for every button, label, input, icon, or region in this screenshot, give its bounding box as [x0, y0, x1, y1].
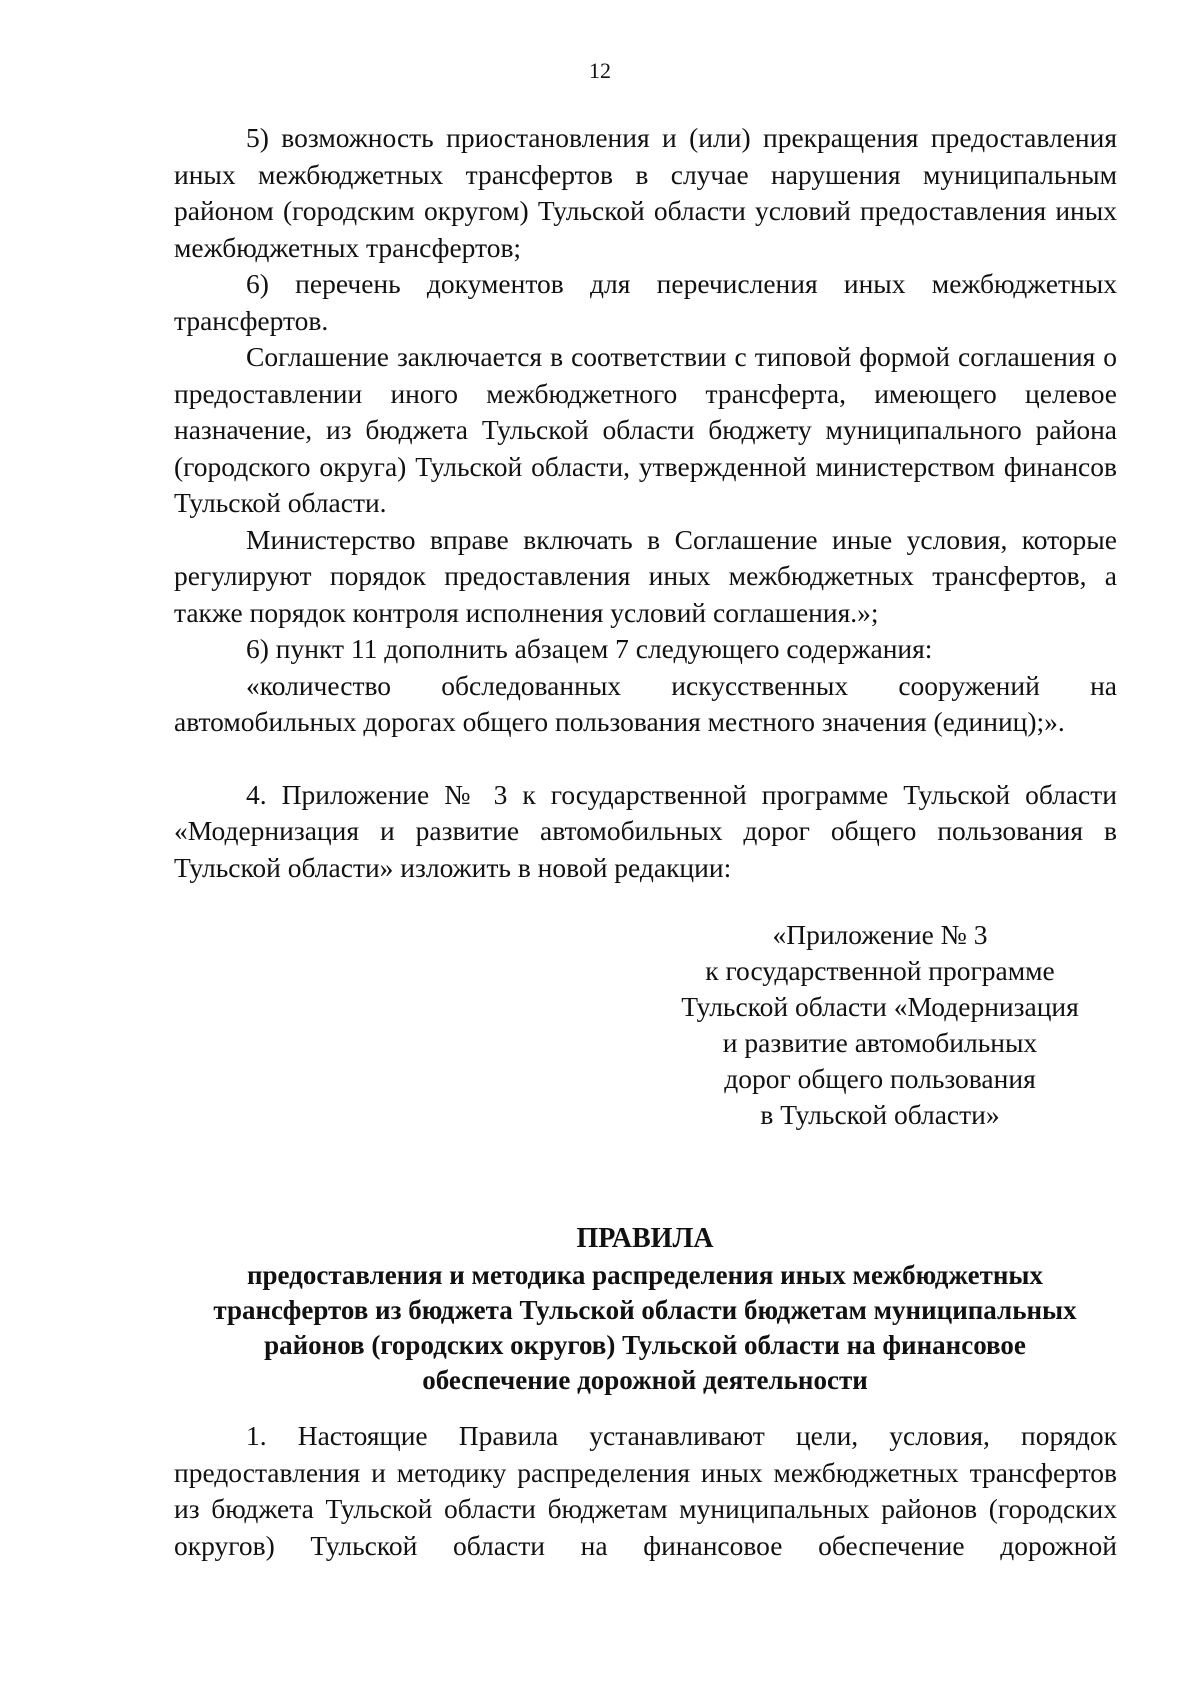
paragraph-agreement: Соглашение заключается в соответствии с типовой формой соглашения о предоставлении иного межбюджетного трансферта, имеющего целевое назначение, из бюджета Тульской области бюджету муниципального района (городского округа) Тульской области, утвержденной министерством финансов Тульской области. [174, 341, 1117, 518]
paragraph-ministry: Министерство вправе включать в Соглашение иные условия, которые регулируют порядок предоставления иных межбюджетных трансфертов, а также порядок контроля исполнения условий соглашения.»; [174, 523, 1117, 628]
appendix-line: в Тульской области» [760, 1099, 1000, 1130]
appendix-line: дорог общего пользования [724, 1063, 1036, 1094]
paragraph-gap [174, 741, 1117, 777]
rules-title: ПРАВИЛА [576, 1223, 714, 1254]
paragraph-quote-count: «количество обследованных искусственных сооружений на автомобильных дорогах общего пользования местного значения (единиц);». [174, 669, 1117, 737]
appendix-line: к государственной программе [705, 955, 1055, 986]
rules-subtitle-line: районов (городских округов) Тульской области на финансовое [264, 1330, 1026, 1360]
paragraph-appendix-3: 4. Приложение № 3 к государственной программе Тульской области «Модернизация и развитие автомобильных дорог общего пользования в Тульской области» изложить в новой редакции: [174, 778, 1117, 883]
appendix-header [640, 917, 1120, 1133]
rules-subtitle-line: трансфертов из бюджета Тульской области бюджетам муниципальных [213, 1295, 1077, 1325]
rules-paragraph-1: 1. Настоящие Правила устанавливают цели, условия, порядок предоставления и методику распределения иных межбюджетных трансфертов из бюджета Тульской области бюджетам муниципальных районов (городских округов) Тульской области на финансовое обеспечение дорожной [174, 1420, 1117, 1561]
paragraph-item-6: 6) перечень документов для перечисления иных межбюджетных трансфертов. [174, 268, 1117, 336]
paragraph-item-5: 5) возможность приостановления и (или) прекращения предоставления иных межбюджетных трансфертов в случае нарушения муниципальным районом (городским округом) Тульской области условий предоставления иных межбюджетных трансфертов; [174, 122, 1117, 263]
page-number: 12 [589, 58, 611, 83]
body-text [174, 120, 1117, 886]
rules-subtitle-line: предоставления и методика распределения иных межбюджетных [246, 1260, 1044, 1290]
appendix-line: «Приложение № 3 [772, 919, 988, 950]
appendix-line: Тульской области «Модернизация [681, 991, 1079, 1022]
appendix-line: и развитие автомобильных [722, 1027, 1038, 1058]
paragraph-point-11: 6) пункт 11 дополнить абзацем 7 следующего содержания: [246, 633, 933, 664]
rules-subtitle-line: обеспечение дорожной деятельности [422, 1365, 868, 1395]
rules-title-block [160, 1222, 1130, 1398]
rules-text [174, 1418, 1117, 1564]
